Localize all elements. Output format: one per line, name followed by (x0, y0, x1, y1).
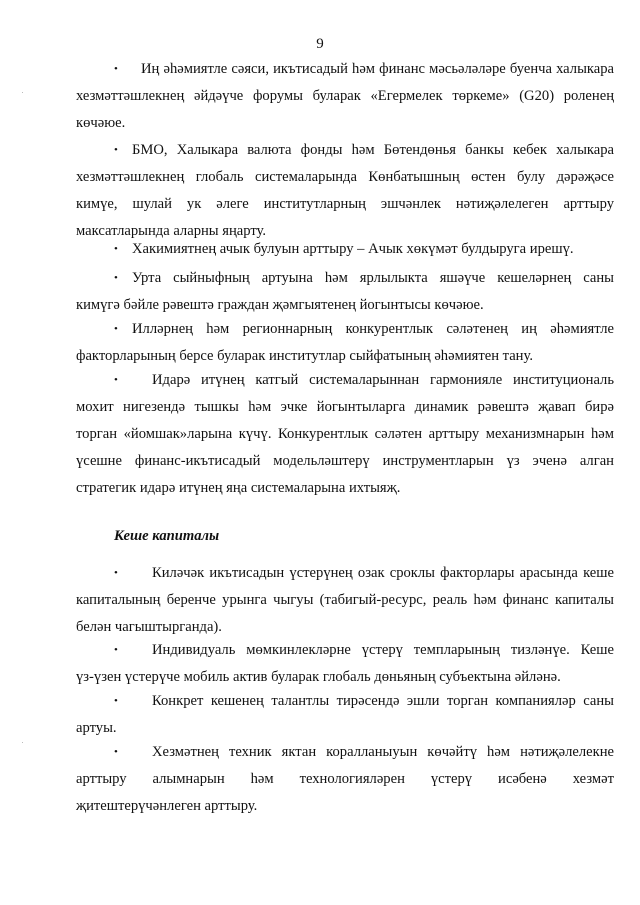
bullet-icon: • (114, 144, 118, 156)
list-item (76, 316, 614, 370)
paragraph-line: капиталының беренче урынга чыгуы (табигый-ресурс, реаль һәм финанс капиталы (76, 592, 614, 608)
scan-mark (22, 742, 23, 743)
paragraph-line: максатларында аларны яңарту. (76, 223, 267, 239)
scan-mark (22, 92, 23, 93)
paragraph-line: арттыру алымнарын һәм технологияләрен үстерү исәбенә хезмәт (76, 771, 614, 787)
bullet-icon: • (114, 63, 118, 75)
paragraph-line: Хезмәтнең техник яктан коралланыуын көчәйтү һәм нәтиҗәлелекне (152, 744, 614, 760)
bullet-icon: • (114, 746, 118, 758)
paragraph-line: кимүе, шулай ук әлеге институтларның эшчәнлек нәтиҗәлелеген арттыру (76, 196, 614, 212)
list-item (76, 560, 614, 641)
paragraph-line: Хакимиятнең ачык булуын арттыру – Ачык хөкүмәт булдыруга ирешү. (132, 241, 574, 257)
section-heading: Кеше капиталы (114, 528, 220, 544)
paragraph-line: БМО, Халыкара валюта фонды һәм Бөтендөнья банкы кебек халыкара (132, 142, 614, 158)
list-item (76, 56, 614, 137)
list-item (76, 688, 614, 742)
list-item (76, 236, 614, 263)
paragraph-line: җитештерүчәнлеген арттыру. (76, 798, 258, 814)
bullet-icon: • (114, 695, 118, 707)
paragraph-line: Идарә итүнең катгый системаларыннан гармонияле институциональ (152, 372, 614, 388)
bullet-icon: • (114, 567, 118, 579)
list-item (76, 637, 614, 691)
list-item (76, 739, 614, 820)
bullet-icon: • (114, 323, 118, 335)
paragraph-line: үз-үзен үстерүче мобиль актив буларак глобаль дөньяның субъектына әйләнә. (76, 669, 561, 685)
paragraph-line: Киләчәк икътисадын үстерүнең озак сроклы факторлары арасында кеше (152, 565, 614, 581)
paragraph-line: хезмәттәшлекнең глобаль системаларында Көнбатышның өстен булу дәрәҗәсе (76, 169, 614, 185)
list-item (76, 265, 614, 319)
paragraph-line: кимүгә бәйле рәвештә граждан җәмгыятенең йогынтысы көчәюе. (76, 297, 484, 313)
paragraph-line: торган «йомшак»ларына күчү. Конкурентлык сәләтен арттыру механизмнарын һәм (76, 426, 614, 442)
paragraph-line: Иң әһәмиятле сәяси, икътисадый һәм финанс мәсьәләләре буенча халыкара (141, 61, 614, 77)
paragraph-line: факторларының берсе буларак институтлар сыйфатының әһәмиятен тану. (76, 348, 533, 364)
paragraph-line: артуы. (76, 720, 117, 736)
paragraph-line: Индивидуаль мөмкинлекләрне үстерү темпларының тизләнүе. Кеше (152, 642, 614, 658)
bullet-icon: • (114, 243, 118, 255)
list-item (76, 367, 614, 502)
paragraph-line: Конкрет кешенең талантлы тирәсендә эшли торган компанияләр саны (152, 693, 614, 709)
paragraph-line: көчәюе. (76, 115, 126, 131)
paragraph-line: мохит нигезендә тышкы һәм эчке йогынтыларга динамик рәвештә җавап бирә (76, 399, 614, 415)
bullet-icon: • (114, 374, 118, 386)
paragraph-line: стратегик идарә итүнең яңа системаларына ихтыяҗ. (76, 480, 401, 496)
bullet-icon: • (114, 272, 118, 284)
paragraph-line: үсешне финанс-икътисадый модельләштерү инструментларын үз эченә алган (76, 453, 614, 469)
list-item (76, 137, 614, 245)
paragraph-line: Илләрнең һәм регионнарның конкурентлык сәләтенең иң әһәмиятле (132, 321, 614, 337)
paragraph-line: Урта сыйныфның артуына һәм ярлылыкта яшәүче кешеләрнең саны (132, 270, 614, 286)
page-number: 9 (316, 36, 324, 52)
bullet-icon: • (114, 644, 118, 656)
paragraph-line: белән чагыштырганда). (76, 619, 222, 635)
paragraph-line: хезмәттәшлекнең әйдәүче форумы буларак «Егермелек төркеме» (G20) роленең (76, 88, 614, 104)
